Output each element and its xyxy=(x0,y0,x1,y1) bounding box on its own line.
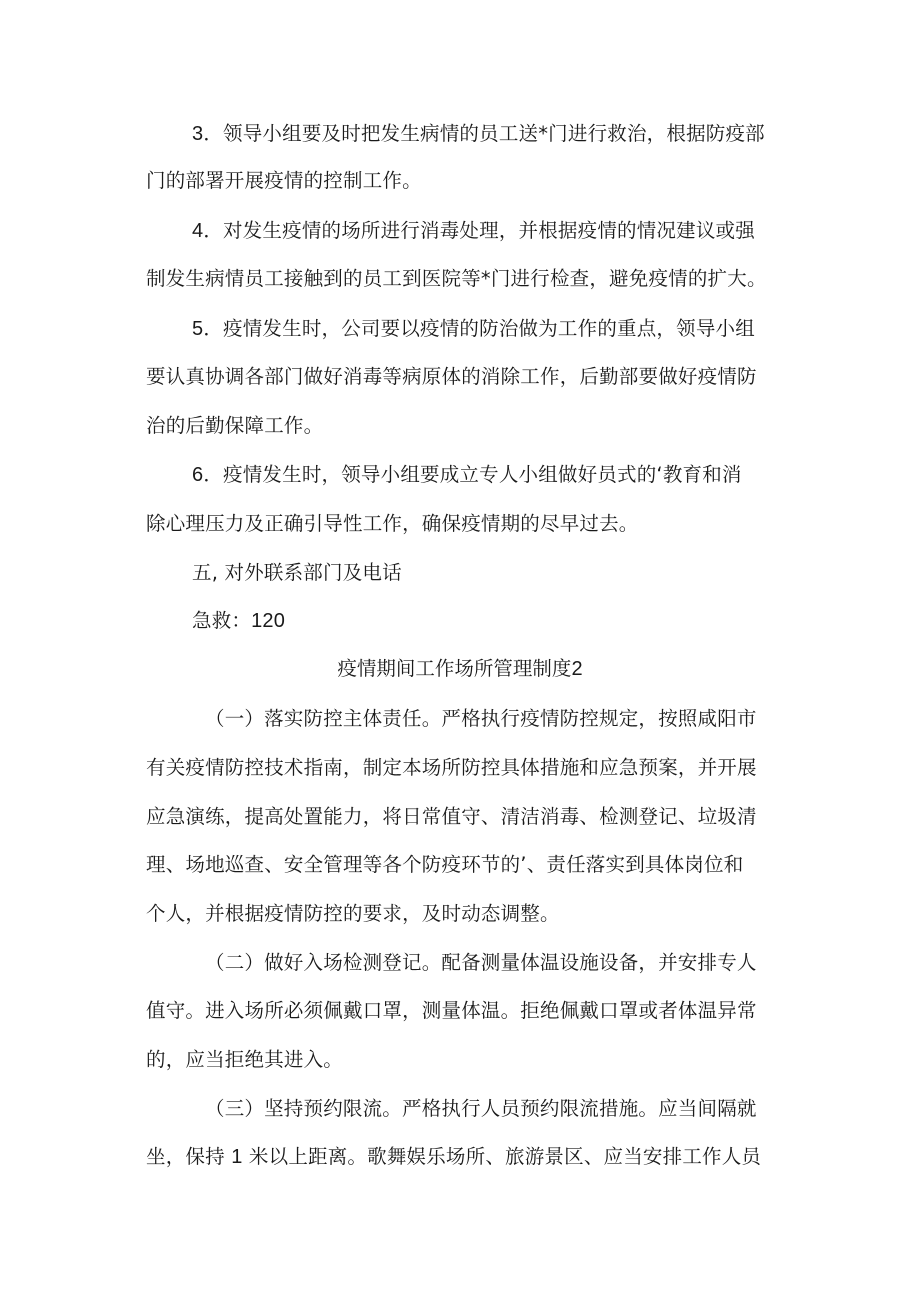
para-3-line-1: （三）坚持预约限流。严格执行人员预约限流措施。应当间隔就 xyxy=(205,1097,757,1120)
para-1-line-3: 应急演练，提高处置能力，将日常值守、清洁消毒、检测登记、垃圾清 xyxy=(146,805,757,828)
document-title xyxy=(0,656,920,682)
para-3-text-pre: 坐，保持 xyxy=(146,1145,232,1168)
para-2-line-3: 的，应当拒绝其进入。 xyxy=(146,1048,344,1071)
para-2-line-1: （二）做好入场检测登记。配备测量体温设施设备，并安排专人 xyxy=(205,951,757,974)
item-3-line-1 xyxy=(192,121,765,147)
item-4-line-1 xyxy=(192,218,755,244)
item-4-line-2: 制发生病情员工接触到的员工到医院等*门进行检查，避免疫情的扩大。 xyxy=(146,267,767,290)
emergency-number: 120 xyxy=(251,610,286,632)
item-text: ．对发生疫情的场所进行消毒处理，并根据疫情的情况建议或强 xyxy=(203,219,755,242)
item-number: 4 xyxy=(192,220,204,242)
item-text: ．疫情发生时，领导小组要成立专人小组做好员式的‘教育和消 xyxy=(203,463,742,486)
item-5-line-3: 治的后勤保障工作。 xyxy=(146,414,324,437)
emergency-line xyxy=(192,608,285,634)
item-6-line-1 xyxy=(192,462,742,488)
para-3-distance-number: 1 xyxy=(231,1146,243,1168)
para-2-line-2: 值守。进入场所必须佩戴口罩，测量体温。拒绝佩戴口罩或者体温异常 xyxy=(146,999,757,1022)
para-1-line-4: 理、场地巡查、安全管理等各个防疫环节的’、责任落实到具体岗位和 xyxy=(146,853,744,876)
title-number: 2 xyxy=(571,658,583,680)
item-5-line-1 xyxy=(192,316,755,342)
para-3-text-post: 米以上距离。歌舞娱乐场所、旅游景区、应当安排工作人员 xyxy=(242,1145,762,1168)
emergency-label: 急救： xyxy=(192,609,252,632)
item-6-line-2: 除心理压力及正确引导性工作，确保疫情期的尽早过去。 xyxy=(146,512,639,535)
item-number: 3 xyxy=(192,123,204,145)
item-text: ．疫情发生时，公司要以疫情的防治做为工作的重点，领导小组 xyxy=(203,317,755,340)
item-number: 5 xyxy=(192,318,204,340)
para-1-line-1: （一）落实防控主体责任。严格执行疫情防控规定，按照咸阳市 xyxy=(205,707,757,730)
item-5-line-2: 要认真协调各部门做好消毒等病原体的消除工作，后勤部要做好疫情防 xyxy=(146,365,757,388)
title-text: 疫情期间工作场所管理制度 xyxy=(337,657,572,680)
para-1-line-2: 有关疫情防控技术指南，制定本场所防控具体措施和应急预案，并开展 xyxy=(146,756,757,779)
para-3-line-2 xyxy=(146,1144,761,1170)
item-text: ．领导小组要及时把发生病情的员工送*门进行救治，根据防疫部 xyxy=(203,122,765,145)
para-1-line-5: 个人，并根据疫情防控的要求，及时动态调整。 xyxy=(146,902,560,925)
section-heading: 五, 对外联系部门及电话 xyxy=(192,561,402,584)
item-3-line-2: 门的部署开展疫情的控制工作。 xyxy=(146,169,422,192)
item-number: 6 xyxy=(192,464,204,486)
